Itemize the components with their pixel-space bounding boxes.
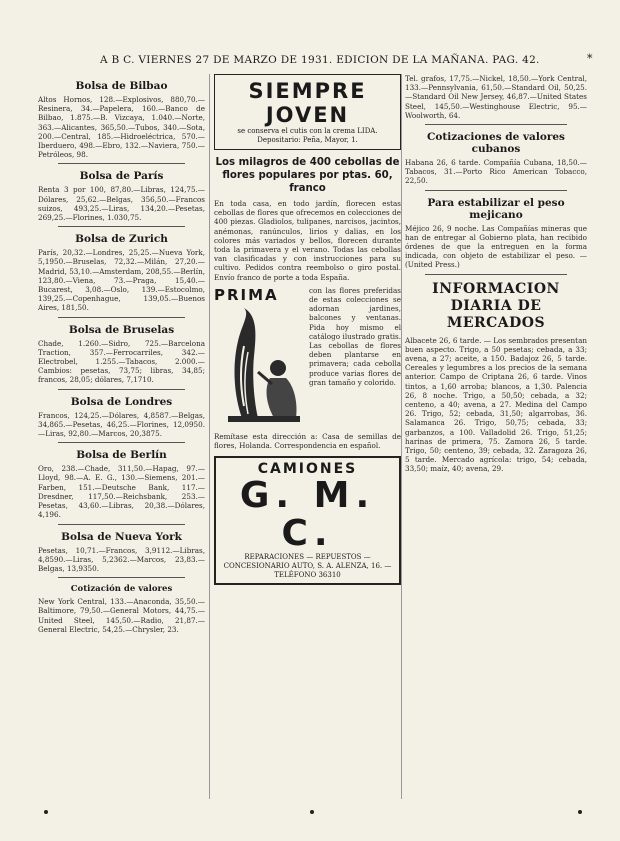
section-londres — [38, 396, 205, 439]
registration-dot — [578, 810, 582, 814]
divider — [425, 274, 567, 275]
article-headline: Los milagros de 400 cebollas de flores populares por ptas. 60, franco — [215, 157, 400, 194]
star-mark: * — [587, 52, 593, 65]
section-paris — [38, 170, 205, 222]
ad-prima — [214, 286, 401, 428]
column-stock-markets — [38, 74, 205, 634]
ad-title: SIEMPRE JOVEN — [248, 79, 367, 127]
col3-top-text: Tel. grafos, 17,75.—Nickel, 18,50.—York Central, 133.—Pennsylvania, 61,50.—Standard Oil, 50,25.—Standard Oil New Jersey, 46,87.—United States Steel, 145,50.—Westinghouse Electric, 95.—Woolworth, 64. — [405, 74, 587, 120]
page-footer — [38, 806, 588, 818]
section-text: París, 20,32.—Londres, 25,25.—Nueva York, 5,1950.—Bruselas, 72,32.—Milán, 27,20.—Madrid, 53,10.—Amsterdam, 208,55.—Berlín, 123,80.—Viena, 73.—Praga, 15,40.—Bucarest, 3,08.—Oslo, 139.—Estocolmo, 139,25.—Copenhague, 139,05.—Buenos Aires, 181,50. — [38, 248, 205, 313]
ad-title: CAMIONES — [257, 461, 358, 478]
section-text: Habana 26, 6 tarde. Compañía Cubana, 18,50.—Tabacos, 31.—Porto Rico American Tobacco, 22,50. — [405, 158, 587, 186]
ad-footer: REPARACIONES — REPUESTOS — CONCESIONARIO AUTO, S. A. ALENZA, 16. — TELÉFONO 36310 — [223, 553, 392, 580]
column-rule-2 — [401, 74, 402, 799]
section-title: Bolsa de Bilbao — [75, 80, 168, 92]
flower-girl-illustration — [214, 306, 306, 424]
divider — [58, 163, 185, 164]
section-title: Bolsa de Bruselas — [68, 323, 175, 336]
section-text: Oro, 238.—Chade, 311,50.—Hapag, 97.—Lloyd, 98.—A. E. G., 130.—Siemens, 201.—Farben, 151.—Deutsche Bank, 117.—Dresdner, 117,50.—Reichsbank, 253.—Pesetas, 43,60.—Libras, 20,38.—Dólares, 4,196. — [38, 464, 205, 520]
section-zurich — [38, 233, 205, 312]
section-berlin — [38, 449, 205, 519]
divider — [58, 317, 185, 318]
section-text: New York Central, 133.—Anaconda, 35,50.—Baltimore, 79,50.—General Motors, 44,75.—United Steel, 145,50.—Radio, 21,87.—General Electric, 54,25.—Chrysler, 23. — [38, 597, 205, 634]
info-mercados-title: INFORMACION DIARIA DE MERCADOS — [432, 280, 560, 331]
registration-dot — [44, 810, 48, 814]
ad-camiones-gmc — [214, 456, 401, 585]
divider — [58, 442, 185, 443]
prima-illustration — [214, 286, 306, 428]
prima-text: con las flores preferidas de estas colecciones se adornan jardines, balcones y ventanas. Pida hoy mismo el catálogo ilustrado gratis. Las cebollas de flores deben plantarse en primavera; cada cebolla produce varias flores de gran tamaño y colorido. — [309, 285, 401, 387]
ad-brand: G. M. C. — [239, 475, 376, 555]
section-title: Bolsa de Londres — [70, 395, 173, 408]
column-advertisements — [214, 74, 401, 585]
ad-text: se conserva el cutis con la crema LIDA. Depositario: Peña, Mayor, 1. — [237, 127, 378, 144]
section-text: Francos, 124,25.—Dólares, 4,8587.—Belgas, 34,865.—Pesetas, 46,25.—Florines, 12,0950.—Liras, 92,80.—Marcos, 20,3875. — [38, 410, 205, 439]
divider — [58, 389, 185, 390]
divider — [58, 226, 185, 227]
section-title: Bolsa de Berlín — [76, 449, 167, 462]
section-title: Cotización de valores — [70, 584, 173, 595]
column-rule-1 — [209, 74, 210, 799]
section-text: Altos Hornos, 128.—Explosivos, 880,70.—Resinera, 34.—Papelera, 160.—Banco de Bilbao, 1.875.—B. Vizcaya, 1.040.—Norte, 363.—Alicantes, 365,50.—Tubos, 340.—Sota, 200.—Central, 185.—Hidroeléctrica, 570.—Iberduero, 498.—Ebro, 132.—Naviera, 750.—Petróleos, 98. — [38, 95, 205, 160]
section-text: Méjico 26, 9 noche. Las Compañías mineras que han de entregar al Gobierno plata, han recibido órdenes de que la entreguen en la forma indicada, con objeto de estabilizar el peso. — (United Press.) — [405, 223, 587, 270]
registration-dot — [310, 810, 314, 814]
section-text: Chade, 1.260.—Sidro, 725.—Barcelona Traction, 357.—Ferrocarriles, 342.—Electrobel, 1.255.—Tabacos, 2.000.—Cambios: pesetas, 73,75; libras, 34,85; francos, 28,05; dólares, 7,1710. — [38, 338, 205, 385]
column-markets — [405, 74, 587, 474]
ad-siempre-joven — [214, 74, 401, 150]
prima-copy — [309, 286, 401, 428]
section-title: Bolsa de París — [79, 170, 164, 183]
section-title: Para estabilizar el peso mejicano — [427, 196, 565, 221]
section-text: Renta 3 por 100, 87,80.—Libras, 124,75.—Dólares, 25,62.—Belgas, 356,50.—Francos suizos, 493,25.—Liras, 134,20.—Pesetas, 269,25.—Florines, 1.030,75. — [38, 185, 205, 223]
section-text: Pesetas, 10,71.—Francos, 3,9112.—Libras, 4,8590.—Liras, 5,2362.—Marcos, 23,83.—Belgas, 13,9350. — [38, 545, 205, 573]
divider — [58, 524, 185, 525]
article-footer-text: Remítase esta dirección a: Casa de semillas de flores, Holanda. Correspondencia en español. — [214, 431, 401, 451]
article-text: En toda casa, en todo jardín, florecen estas cebollas de flores que ofrecemos en colecciones de 400 piezas. Gladiolos, tulipanes, narcisos, jacintos, anémonas, ranúnculos, lirios y dalias, en los colores más variados y bellos, florecen durante toda la primavera y el verano. Todas las cebollas van clasificadas y con instrucciones para su cultivo. Pedidos contra reembolso o giro postal. Envío franco de porte a toda España. — [214, 199, 401, 282]
section-bilbao — [38, 80, 205, 159]
divider — [425, 124, 567, 125]
section-title: Bolsa de Zurich — [75, 233, 168, 246]
section-title: Cotizaciones de valores cubanos — [427, 131, 565, 156]
section-nueva-york — [38, 531, 205, 574]
divider — [58, 577, 185, 578]
info-mercados-text: Albacete 26, 6 tarde. — Los sembrados presentan buen aspecto. Trigo, a 50 pesetas; cebada, a 33; avena, a 27; aceite, a 150. Badajoz 26, 5 tarde. Cereales y legumbres a los precios de la semana anterior. Campo de Criptana 26, 6 tarde. Vinos tintos, a 1,60 arroba; blancos, a 1,30. Palencia 26, 8 noche. Trigo, a 50,50; cebada, a 32; centeno, a 40; avena, a 27. Medina del Campo 26. Trigo, 52; cebada, 31,50; algarrobas, 36. Salamanca 26. Trigo, 50,75; cebada, 33; garbanzos, a 100. Valladolid 26. Trigo, 51,25; harinas de primera, 75. Zamora 26, 5 tarde. Trigo, 50; centeno, 39; cebada, 32. Zaragoza 26, 5 tarde. Mercado agrícola: trigo, 54; cebada, 33,50; maíz, 40; avena, 29. — [405, 335, 587, 474]
section-bruselas — [38, 324, 205, 385]
divider — [425, 190, 567, 191]
prima-title: PRIMA — [214, 285, 279, 304]
section-title: Bolsa de Nueva York — [61, 530, 182, 543]
section-cotizacion — [38, 584, 205, 634]
page-header: A B C. VIERNES 27 DE MARZO DE 1931. EDICION DE LA MAÑANA. PAG. 42. — [100, 54, 540, 66]
section-valores-cubanos — [405, 131, 587, 186]
section-peso-mejicano — [405, 197, 587, 270]
